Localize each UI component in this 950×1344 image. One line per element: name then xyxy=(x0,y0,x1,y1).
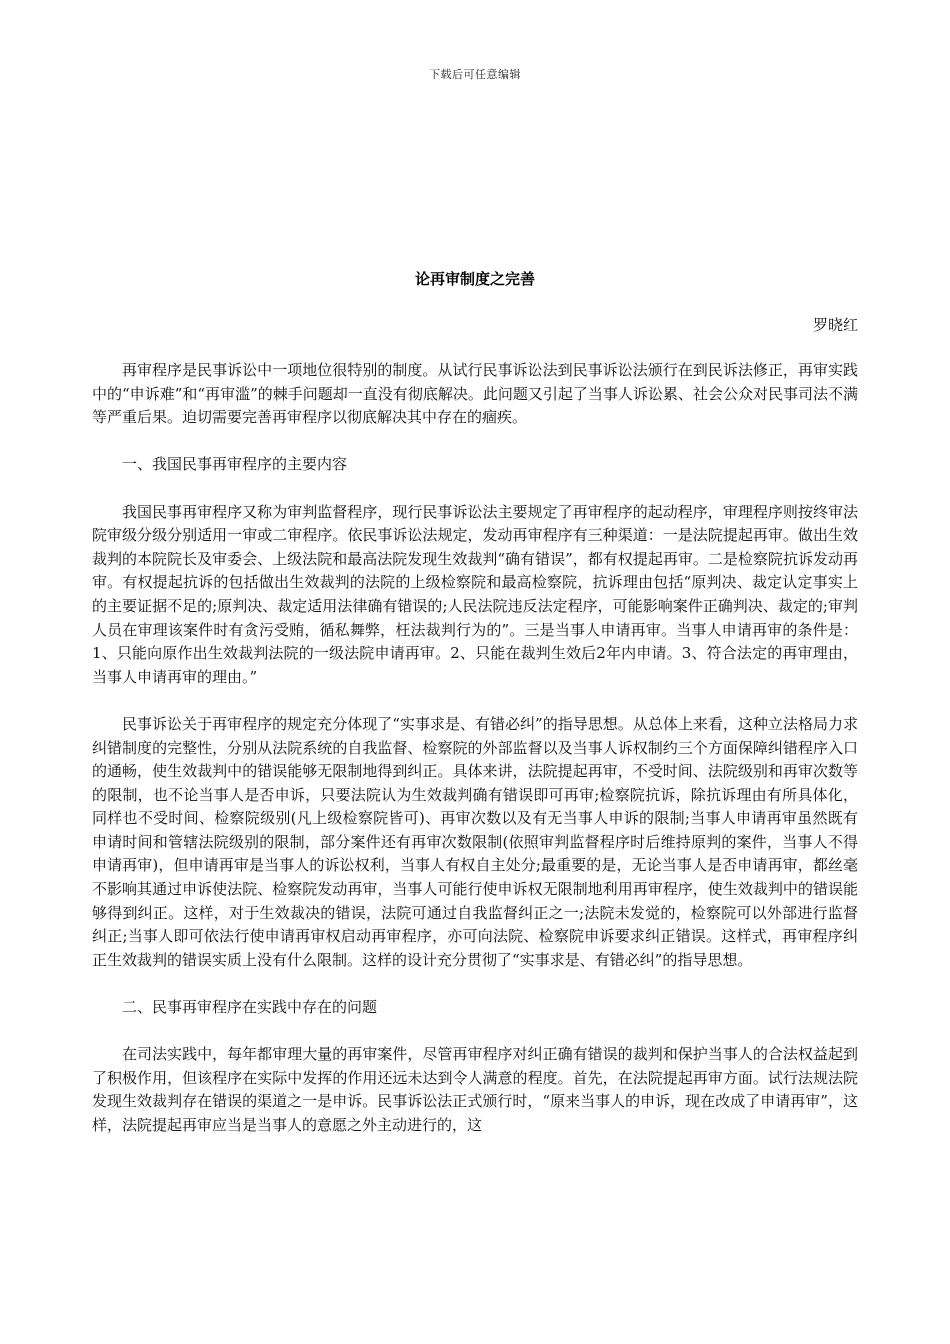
paragraph-section-1: 我国民事再审程序又称为审判监督程序，现行民事诉讼法主要规定了再审程序的起动程序，审理程序则按终审法院审级分级分别适用一审或二审程序。依民事诉讼法规定，发动再审程序有三种渠道：一是法院提起再审。做出生效裁判的本院院长及审委会、上级法院和最高法院发现生效裁判“确有错误”，都有权提起再审。二是检察院抗诉发动再审。有权提起抗诉的包括做出生效裁判的法院的上级检察院和最高检察院，抗诉理由包括“原判决、裁定认定事实上的主要证据不足的;原判决、裁定适用法律确有错误的;人民法院违反法定程序，可能影响案件正确判决、裁定的;审判人员在审理该案件时有贪污受贿，循私舞弊，枉法裁判行为的”。三是当事人申请再审。当事人申请再审的条件是：1、只能向原作出生效裁判法院的一级法院申请再审。2、只能在裁判生效后2年内申请。3、符合法定的再审理由，当事人申请再审的理由。” xyxy=(92,502,858,686)
header-note: 下载后可任意编辑 xyxy=(429,68,521,81)
paragraph-section-1-analysis: 民事诉讼关于再审程序的规定充分体现了“实事求是、有错必纠”的指导思想。从总体上来看，这种立法格局力求纠错制度的完整性，分别从法院系统的自我监督、检察院的外部监督以及当事人诉权制约三个方面保障纠错程序入口的通畅，使生效裁判中的错误能够无限制地得到纠正。具体来讲，法院提起再审，不受时间、法院级别和再审次数等的限制，也不论当事人是否申诉，只要法院认为生效裁判确有错误即可再审;检察院抗诉，除抗诉理由有所具体化，同样也不受时间、检察院级别(凡上级检察院皆可)、再审次数以及有无当事人申诉的限制;当事人申请再审虽然既有申请时间和管辖法院级别的限制，部分案件还有再审次数限制(依照审判监督程序时后维持原判的案件，当事人不得申请再审)，但申请再审是当事人的诉讼权利，当事人有权自主处分;最重要的是，无论当事人是否申请再审，都丝毫不影响其通过申诉使法院、检察院发动再审，当事人可能行使申诉权无限制地利用再审程序，使生效裁判中的错误能够得到纠正。这样，对于生效裁决的错误，法院可通过自我监督纠正之一;法院未发觉的，检察院可以外部进行监督纠正;当事人即可依法行使申请再审权启动再审程序，亦可向法院、检察院申诉要求纠正错误。这样式，再审程序纠正生效裁判的错误实质上没有什么限制。这样的设计充分贯彻了“实事求是、有错必纠”的指导思想。 xyxy=(92,714,858,969)
section-heading-1: 一、我国民事再审程序的主要内容 xyxy=(122,455,348,474)
document-body xyxy=(92,359,858,1161)
section-heading-2: 二、民事再审程序在实践中存在的问题 xyxy=(122,998,378,1017)
paragraph-section-2: 在司法实践中，每年都审理大量的再审案件，尽管再审程序对纠正确有错误的裁判和保护当事人的合法权益起到了积极作用，但该程序在实际中发挥的作用还远未达到令人满意的程度。首先，在法院提起再审方面。试行法规法院发现生效裁判存在错误的渠道之一是申诉。民事诉讼法正式颁行时，“原来当事人的申诉，现在改成了申请再审”，这样，法院提起再审应当是当事人的意愿之外主动进行的，这 xyxy=(92,1045,858,1134)
paragraph-intro: 再审程序是民事诉讼中一项地位很特别的制度。从试行民事诉讼法到民事诉讼法颁行在到民诉法修正，再审实践中的“申诉难”和“再审滥”的棘手问题却一直没有彻底解决。此问题又引起了当事人诉讼累、社会公众对民事司法不满等严重后果。迫切需要完善再审程序以彻底解决其中存在的痼疾。 xyxy=(92,361,858,427)
author-name: 罗晓红 xyxy=(812,316,858,334)
document-title: 论再审制度之完善 xyxy=(414,270,535,288)
